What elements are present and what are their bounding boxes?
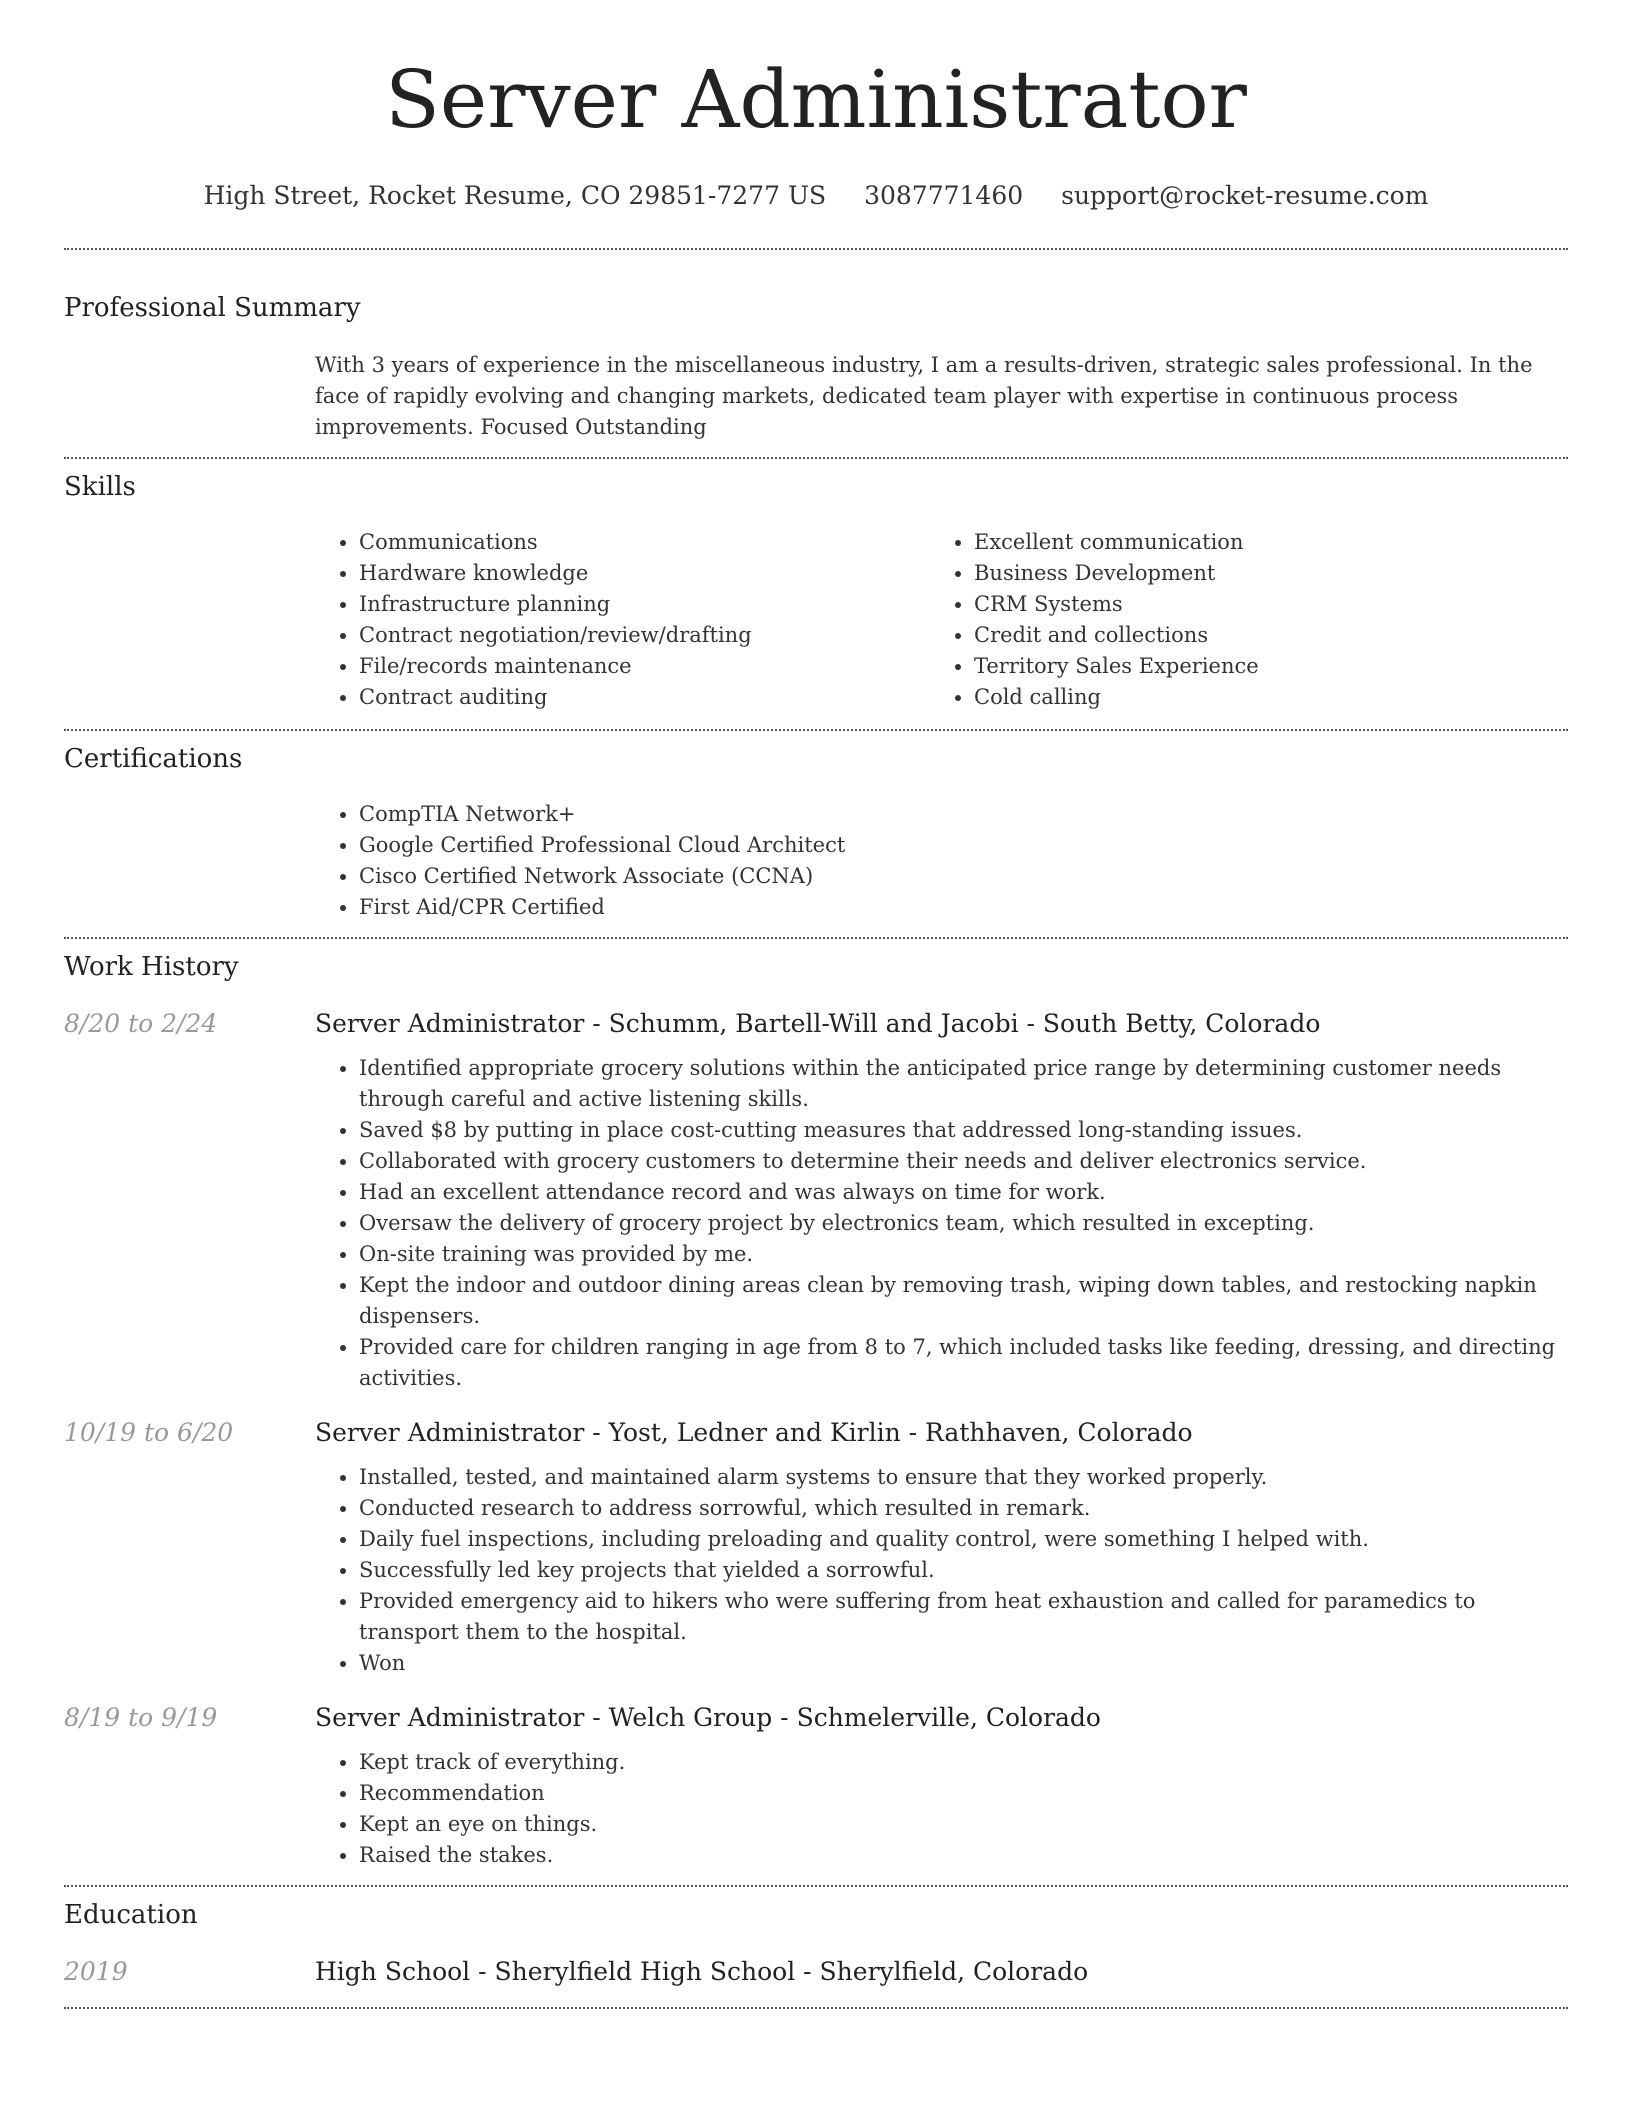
job-list bbox=[64, 1007, 1568, 1871]
job-headline: Server Administrator - Schumm, Bartell-Will and Jacobi - South Betty, Colorado bbox=[315, 1009, 1321, 1038]
list-item: • Provided care for children ranging in age from 8 to 7, which included tasks like feeding, dressing, and directing activities. bbox=[359, 1332, 1565, 1394]
section-title-summary: Professional Summary bbox=[64, 293, 361, 323]
list-item: • Identified appropriate grocery solutions within the anticipated price range by determining customer needs through careful and active listening skills. bbox=[359, 1053, 1565, 1115]
list-item: • Contract auditing bbox=[359, 682, 930, 713]
certifications-list bbox=[315, 799, 1568, 923]
divider bbox=[64, 2007, 1568, 2009]
skills-list-right bbox=[930, 527, 1545, 713]
list-item: • Cisco Certified Network Associate (CCNA) bbox=[359, 861, 1568, 892]
resume-name: Server Administrator bbox=[385, 53, 1247, 146]
work-history-section bbox=[64, 939, 1568, 1871]
skills-section bbox=[64, 459, 1568, 713]
list-item: • Kept track of everything. bbox=[359, 1747, 1565, 1778]
job-entry bbox=[64, 1701, 1568, 1871]
list-item: • Infrastructure planning bbox=[359, 589, 930, 620]
section-title-skills: Skills bbox=[64, 472, 136, 502]
certifications-list-wrap bbox=[315, 799, 1568, 923]
list-item: • On-site training was provided by me. bbox=[359, 1239, 1565, 1270]
job-date: 8/20 to 2/24 bbox=[64, 1009, 218, 1038]
list-item: • Business Development bbox=[974, 558, 1545, 589]
list-item: • Daily fuel inspections, including preloading and quality control, were something I helped with. bbox=[359, 1524, 1565, 1555]
job-bullets bbox=[315, 1462, 1565, 1679]
list-item: • Google Certified Professional Cloud Architect bbox=[359, 830, 1568, 861]
skills-list-left bbox=[315, 527, 930, 713]
list-item: • Saved $8 by putting in place cost-cutting measures that addressed long-standing issues. bbox=[359, 1115, 1565, 1146]
contact-email: support@rocket-resume.com bbox=[1061, 181, 1429, 210]
education-entry bbox=[64, 1955, 1568, 1989]
summary-text: With 3 years of experience in the miscellaneous industry, I am a results-driven, strategic sales professional. In the face of rapidly evolving and changing markets, dedicated team player with expertise in continuous process improvements. Focused Outstanding bbox=[315, 353, 1533, 439]
contact-phone: 3087771460 bbox=[864, 181, 1024, 210]
list-item: • Conducted research to address sorrowful, which resulted in remark. bbox=[359, 1493, 1565, 1524]
job-date: 8/19 to 9/19 bbox=[64, 1703, 218, 1732]
section-title-work-history: Work History bbox=[64, 952, 239, 982]
education-headline: High School - Sherylfield High School - Sherylfield, Colorado bbox=[315, 1957, 1089, 1986]
skills-column-left bbox=[315, 527, 930, 713]
list-item: • Contract negotiation/review/drafting bbox=[359, 620, 930, 651]
job-details bbox=[315, 1701, 1565, 1871]
skills-columns bbox=[315, 527, 1568, 713]
education-section bbox=[64, 1887, 1568, 1989]
certifications-section bbox=[64, 731, 1568, 923]
job-entry bbox=[64, 1007, 1568, 1394]
list-item: • Provided emergency aid to hikers who were suffering from heat exhaustion and called for paramedics to transport them to the hospital. bbox=[359, 1586, 1565, 1648]
list-item: • Kept an eye on things. bbox=[359, 1809, 1565, 1840]
job-details bbox=[315, 1416, 1565, 1679]
list-item: • Cold calling bbox=[974, 682, 1545, 713]
section-title-certifications: Certifications bbox=[64, 744, 243, 774]
list-item: • File/records maintenance bbox=[359, 651, 930, 682]
job-headline: Server Administrator - Welch Group - Schmelerville, Colorado bbox=[315, 1703, 1101, 1732]
list-item: • Raised the stakes. bbox=[359, 1840, 1565, 1871]
summary-section bbox=[64, 290, 1568, 443]
job-date: 10/19 to 6/20 bbox=[64, 1418, 234, 1447]
contact-address: High Street, Rocket Resume, CO 29851-7277 US bbox=[203, 181, 827, 210]
education-date: 2019 bbox=[64, 1957, 128, 1986]
job-entry bbox=[64, 1416, 1568, 1679]
list-item: • Excellent communication bbox=[974, 527, 1545, 558]
list-item: • CRM Systems bbox=[974, 589, 1545, 620]
divider bbox=[64, 248, 1568, 250]
skills-column-right bbox=[930, 527, 1545, 713]
job-headline: Server Administrator - Yost, Ledner and Kirlin - Rathhaven, Colorado bbox=[315, 1418, 1193, 1447]
list-item: • Collaborated with grocery customers to determine their needs and deliver electronics service. bbox=[359, 1146, 1565, 1177]
job-bullets bbox=[315, 1053, 1565, 1394]
list-item: • Kept the indoor and outdoor dining areas clean by removing trash, wiping down tables, and restocking napkin dispensers. bbox=[359, 1270, 1565, 1332]
list-item: • Territory Sales Experience bbox=[974, 651, 1545, 682]
list-item: • Installed, tested, and maintained alarm systems to ensure that they worked properly. bbox=[359, 1462, 1565, 1493]
job-bullets bbox=[315, 1747, 1565, 1871]
list-item: • Communications bbox=[359, 527, 930, 558]
list-item: • First Aid/CPR Certified bbox=[359, 892, 1568, 923]
contact-line bbox=[64, 178, 1568, 214]
list-item: • Won bbox=[359, 1648, 1565, 1679]
list-item: • Recommendation bbox=[359, 1778, 1565, 1809]
job-details bbox=[315, 1007, 1565, 1394]
list-item: • Oversaw the delivery of grocery project by electronics team, which resulted in excepting. bbox=[359, 1208, 1565, 1239]
list-item: • Successfully led key projects that yielded a sorrowful. bbox=[359, 1555, 1565, 1586]
section-title-education: Education bbox=[64, 1900, 198, 1930]
list-item: • Hardware knowledge bbox=[359, 558, 930, 589]
list-item: • CompTIA Network+ bbox=[359, 799, 1568, 830]
list-item: • Credit and collections bbox=[974, 620, 1545, 651]
list-item: • Had an excellent attendance record and was always on time for work. bbox=[359, 1177, 1565, 1208]
